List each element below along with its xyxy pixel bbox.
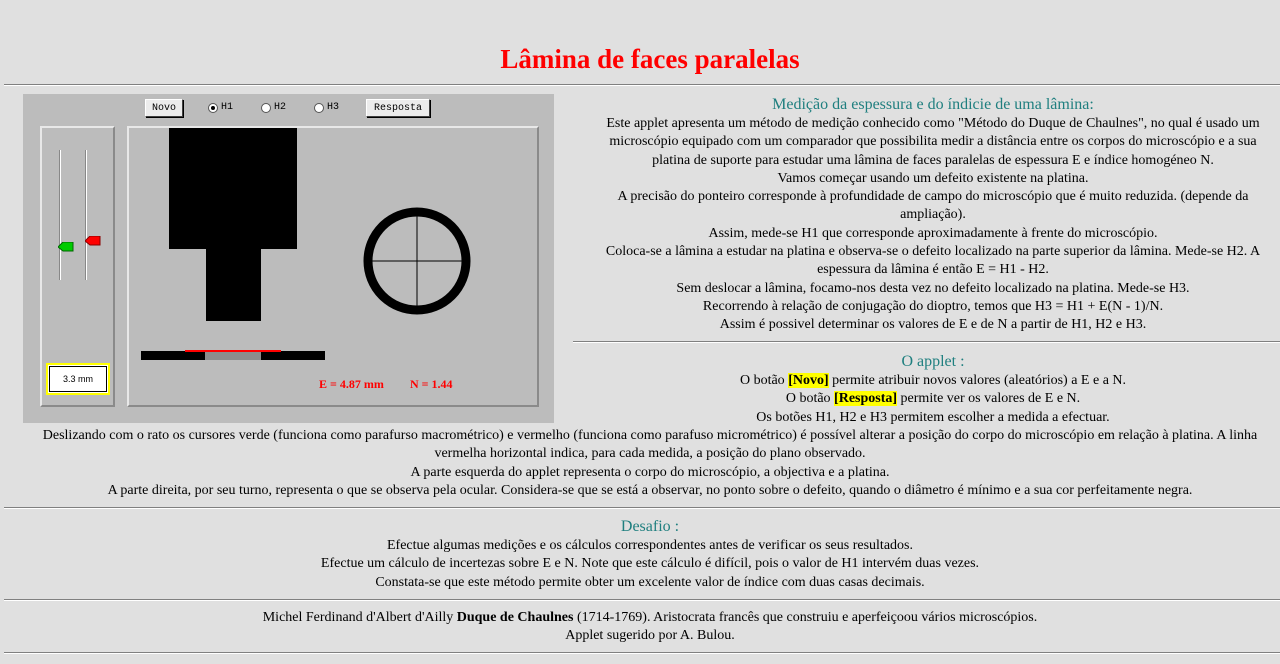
intro-line: Assim é possivel determinar os valores de E e de N a partir de H1, H2 e H3. xyxy=(719,317,1147,333)
divider xyxy=(4,599,1280,601)
green-slider-track[interactable] xyxy=(59,150,61,280)
novo-line xyxy=(582,372,1280,390)
microscope-body xyxy=(169,128,297,249)
challenge-line: Efectue algumas medições e os cálculos correspondentes antes de verificar os seus resultados. xyxy=(387,538,913,553)
radio-h3[interactable] xyxy=(314,102,339,113)
intro-section xyxy=(582,95,1280,335)
resposta-line-pre: O botão xyxy=(785,391,835,407)
intro-line: Recorrendo à relação de conjugação do dioptro, temos que H3 = H1 + E(N - 1)/N. xyxy=(702,298,1164,314)
challenge-section xyxy=(0,517,1280,592)
radio-h1[interactable] xyxy=(208,102,233,113)
credit-name: Duque de Chaulnes xyxy=(456,610,574,625)
challenge-line: Efectue um cálculo de incertezas sobre E e N. Note que este cálculo é difícil, pois o valor de H1 intervém duas vezes. xyxy=(320,556,980,572)
intro-heading: Medição da espessura e do índicie de uma lâmina: xyxy=(772,96,1094,113)
intro-line: espessura da lâmina é então E = H1 - H2. xyxy=(817,262,1049,278)
radio-h1-dot xyxy=(208,103,218,113)
resposta-line-post: permite ver os valores de E e N. xyxy=(897,391,1081,407)
microscope-objective xyxy=(206,247,261,321)
radio-h2-dot xyxy=(261,103,271,113)
intro-text xyxy=(582,115,1280,335)
novo-line-pre: O botão xyxy=(739,373,789,388)
intro-line: ampliação). xyxy=(900,207,966,223)
challenge-text xyxy=(0,537,1280,592)
description-text xyxy=(0,427,1280,500)
green-cursor[interactable] xyxy=(58,242,74,252)
description-line: A parte esquerda do applet representa o corpo do microscópio, a objectiva e a platina. xyxy=(410,464,890,480)
radio-h2[interactable] xyxy=(261,102,286,113)
n-result: N = 1.44 xyxy=(410,377,453,391)
slider-panel xyxy=(40,126,115,407)
intro-line: A precisão do ponteiro corresponde à profundidade de campo do microscópio que é muito reduzida. (depende da xyxy=(617,189,1249,205)
radio-h3-label: H3 xyxy=(327,102,340,113)
divider xyxy=(4,652,1280,654)
divider xyxy=(573,341,1280,343)
red-cursor[interactable] xyxy=(85,236,101,246)
applet-section xyxy=(582,352,1280,427)
intro-line: Este applet apresenta um método de medição conhecido como "Método do Duque de Chaulnes", no qual é usado um xyxy=(606,116,1260,131)
resposta-button[interactable]: Resposta xyxy=(366,99,430,117)
credit-pre: Michel Ferdinand d'Albert d'Ailly xyxy=(262,610,457,625)
radio-h3-dot xyxy=(314,103,324,113)
radio-h2-label: H2 xyxy=(274,102,287,113)
focus-plane-line xyxy=(185,350,281,352)
description-line: A parte direita, por seu turno, representa o que se observa pela ocular. Considera-se que se está a observar, no ponto sobre o defeito, quando o diâmetro é mínimo e a sua cor perfeitamente negra. xyxy=(107,482,1193,498)
e-result: E = 4.87 mm xyxy=(319,377,384,391)
mm-readout: 3.3 mm xyxy=(46,363,110,395)
divider xyxy=(4,507,1280,509)
microscope-view xyxy=(127,126,539,407)
resposta-line xyxy=(582,390,1280,408)
intro-line: Sem deslocar a lâmina, focamo-nos desta vez no defeito localizado na platina. Mede-se H3. xyxy=(676,280,1190,296)
divider xyxy=(4,84,1280,86)
challenge-heading: Desafio : xyxy=(620,518,680,535)
glass-slide xyxy=(205,351,261,360)
eyepiece-view xyxy=(362,206,472,316)
challenge-line: Constata-se que este método permite obter um excelente valor de índice com duas casas decimais. xyxy=(375,574,925,590)
intro-line: microscópio equipado com um comparador que possibilita medir a distância entre os corpos do microscópio e a sua xyxy=(609,134,1257,150)
radio-h1-label: H1 xyxy=(221,102,234,113)
red-slider-track[interactable] xyxy=(85,150,87,280)
credit-post: (1714-1769). Aristocrata francês que construiu e aperfeiçoou vários microscópios. xyxy=(573,610,1038,625)
novo-highlight: [Novo] xyxy=(788,373,829,388)
applet xyxy=(23,94,554,423)
intro-line: Vamos começar usando um defeito existente na platina. xyxy=(777,170,1089,186)
intro-line: Assim, mede-se H1 que corresponde aproximadamente à frente do microscópio. xyxy=(708,225,1158,241)
description-line: Deslizando com o rato os cursores verde (funciona como parafurso macrométrico) e vermelho (funciona como parafuso micrométrico) é possível alterar a posição do corpo do microscópio em relação à platina. A linha xyxy=(42,428,1258,443)
applet-heading: O applet : xyxy=(901,353,965,370)
intro-line: platina de suporte para estudar uma lâmina de faces paralelas de espessura E e índice homogéneo N. xyxy=(652,152,1214,168)
footer xyxy=(0,609,1280,646)
buttons-line: Os botões H1, H2 e H3 permitem escolher a medida a efectuar. xyxy=(756,409,1110,425)
description-line: vermelha horizontal indica, para cada medida, a posição do plano observado. xyxy=(434,446,866,462)
credit-line xyxy=(0,609,1280,627)
page-title: Lâmina de faces paralelas xyxy=(500,44,800,74)
suggested-line: Applet sugerido por A. Bulou. xyxy=(565,628,735,644)
intro-line: Coloca-se a lâmina a estudar na platina e observa-se o defeito localizado na parte superior da lâmina. Mede-se H2. A xyxy=(605,244,1261,260)
novo-line-post: permite atribuir novos valores (aleatórios) a E e a N. xyxy=(828,373,1127,388)
novo-button[interactable]: Novo xyxy=(145,99,183,117)
resposta-highlight: [Resposta] xyxy=(834,391,898,407)
